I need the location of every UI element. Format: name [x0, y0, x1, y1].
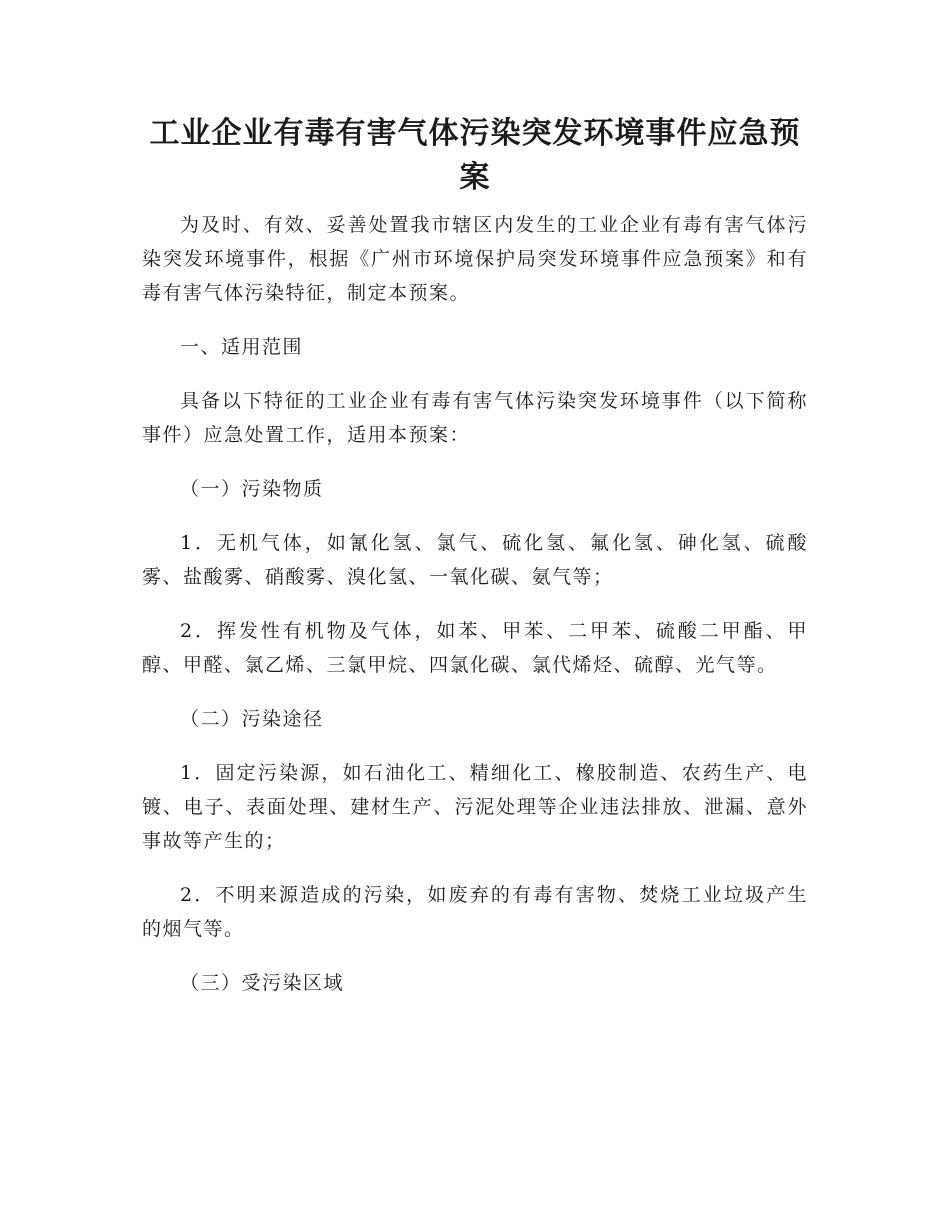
list-item-unknown-sources: 2．不明来源造成的污染，如废弃的有毒有害物、焚烧工业垃圾产生的烟气等。	[142, 884, 808, 940]
subsection-heading-affected-area: （三）受污染区域	[180, 972, 345, 994]
subsection-heading-pollutants: （一）污染物质	[180, 478, 324, 500]
intro-paragraph: 为及时、有效、妥善处置我市辖区内发生的工业企业有毒有害气体污染突发环境事件，根据《广州市环境保护局突发环境事件应急预案》和有毒有害气体污染特征，制定本预案。	[142, 214, 808, 304]
subsection-heading-pathways: （二）污染途径	[180, 708, 324, 730]
list-item-volatile-organics: 2．挥发性有机物及气体，如苯、甲苯、二甲苯、硫酸二甲酯、甲醇、甲醛、氯乙烯、三氯甲烷、四氯化碳、氯代烯烃、硫醇、光气等。	[142, 620, 808, 676]
document-title: 工业企业有毒有害气体污染突发环境事件应急预案	[149, 116, 801, 195]
list-item-fixed-sources: 1．固定污染源，如石油化工、精细化工、橡胶制造、农药生产、电镀、电子、表面处理、建材生产、污泥处理等企业违法排放、泄漏、意外事故等产生的；	[142, 762, 808, 852]
document-page	[142, 112, 808, 1020]
list-item-inorganic-gases: 1．无机气体，如氰化氢、氯气、硫化氢、氟化氢、砷化氢、硫酸雾、盐酸雾、硝酸雾、溴化氢、一氧化碳、氨气等；	[142, 532, 808, 588]
scope-paragraph: 具备以下特征的工业企业有毒有害气体污染突发环境事件（以下简称事件）应急处置工作，适用本预案：	[142, 390, 808, 446]
section-heading-scope: 一、适用范围	[180, 336, 304, 358]
